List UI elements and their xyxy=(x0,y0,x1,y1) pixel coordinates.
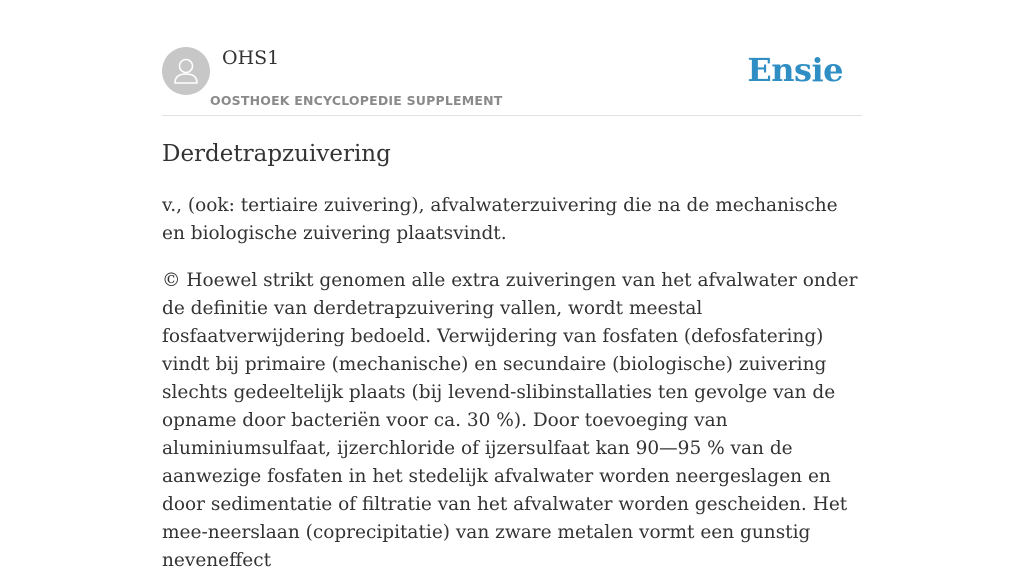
entry-explanation: © Hoewel strikt genomen alle extra zuiveringen van het afvalwater onder de definitie van derdetrapzuivering vallen, wordt meestal fosfaatverwijdering bedoeld. Verwijdering van fosfaten (defosfatering) vindt bij primaire (mechanische) en secundaire (biologische) zuivering slechts gedeeltelijk plaats (bij levend-slibinstallaties ten gevolge van de opname door bacteriën voor ca. 30 %). Door toevoeging van aluminiumsulfaat, ijzerchloride of ijzersulfaat kan 90—95 % van de aanwezige fosfaten in het stedelijk afvalwater worden neergeslagen en door sedimentatie of filtratie van het afvalwater worden gescheiden. Het mee-neerslaan (coprecipitatie) van zware metalen vormt een gunstig neveneffect xyxy=(162,270,858,571)
entry-title: Derdetrapzuivering xyxy=(162,141,391,167)
user-avatar-icon xyxy=(162,47,210,95)
avatar[interactable] xyxy=(162,47,210,95)
source-label[interactable]: OOSTHOEK ENCYCLOPEDIE SUPPLEMENT xyxy=(210,93,503,108)
entry-definition: v., (ook: tertiaire zuivering), afvalwaterzuivering die na de mechanische en biologische zuivering plaatsvindt. xyxy=(162,195,838,244)
ensie-logo[interactable]: Ensie xyxy=(747,51,843,89)
entry-content xyxy=(162,138,862,575)
entry-header xyxy=(162,46,862,116)
author-username[interactable]: OHS1 xyxy=(222,47,280,69)
